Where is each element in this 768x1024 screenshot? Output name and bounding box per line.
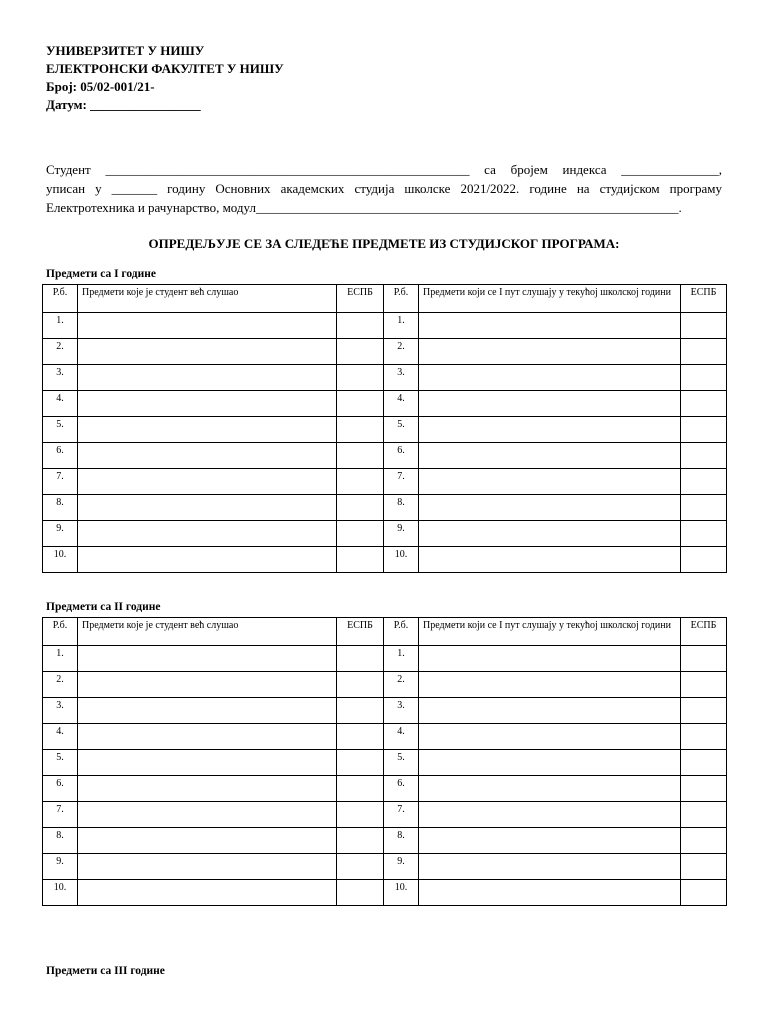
table-row (43, 880, 727, 906)
first-time-subject-cell[interactable] (419, 854, 681, 880)
declaration-word: са (484, 162, 496, 177)
row-number: 7. (43, 802, 78, 828)
row-number: 7. (384, 469, 419, 495)
row-number: 7. (43, 469, 78, 495)
ects-cell[interactable] (337, 547, 384, 573)
table-row (43, 646, 727, 672)
first-time-subject-cell[interactable] (419, 672, 681, 698)
column-header-number: Р.б. (384, 618, 419, 646)
ects-cell[interactable] (337, 802, 384, 828)
table-row (43, 854, 727, 880)
ects-cell[interactable] (681, 750, 727, 776)
table-row (43, 469, 727, 495)
ects-cell[interactable] (681, 339, 727, 365)
declaration-word: Основних (215, 181, 271, 196)
first-time-subject-cell[interactable] (419, 698, 681, 724)
ects-cell[interactable] (337, 854, 384, 880)
column-header-number: Р.б. (43, 285, 78, 313)
declaration-word: 2021/2022. (460, 181, 520, 196)
first-time-subject-cell[interactable] (419, 495, 681, 521)
module-line: Електротехника и рачунарство, модул_________________________________________________________________. (46, 200, 682, 215)
first-time-subject-cell[interactable] (419, 750, 681, 776)
ects-cell[interactable] (337, 828, 384, 854)
ects-cell[interactable] (337, 495, 384, 521)
row-number: 2. (43, 672, 78, 698)
column-header-number: Р.б. (43, 618, 78, 646)
attended-subject-cell[interactable] (78, 880, 337, 906)
declaration-word: бројем (510, 162, 548, 177)
row-number: 3. (43, 698, 78, 724)
ects-cell[interactable] (337, 521, 384, 547)
row-number: 3. (384, 365, 419, 391)
table-row (43, 802, 727, 828)
table-header-row (43, 285, 727, 313)
ects-cell[interactable] (681, 313, 727, 339)
declaration-word: студија (354, 181, 395, 196)
student-declaration (46, 160, 722, 217)
declaration-word: Студент (46, 162, 91, 177)
attended-subject-cell[interactable] (78, 495, 337, 521)
subjects-table-year-1 (42, 284, 727, 573)
declaration-word: на (576, 181, 590, 196)
document-header (46, 42, 284, 114)
attended-subject-cell[interactable] (78, 698, 337, 724)
ects-cell[interactable] (681, 854, 727, 880)
ects-cell[interactable] (337, 443, 384, 469)
ects-cell[interactable] (681, 391, 727, 417)
first-time-subject-cell[interactable] (419, 646, 681, 672)
row-number: 1. (43, 313, 78, 339)
ects-cell[interactable] (337, 646, 384, 672)
attended-subject-cell[interactable] (78, 313, 337, 339)
attended-subject-cell[interactable] (78, 391, 337, 417)
ects-cell[interactable] (681, 469, 727, 495)
table-header-row (43, 618, 727, 646)
row-number: 2. (384, 672, 419, 698)
row-number: 1. (384, 313, 419, 339)
row-number: 4. (384, 391, 419, 417)
row-number: 4. (43, 724, 78, 750)
document-date: Датум: _________________ (46, 97, 201, 112)
first-time-subject-cell[interactable] (419, 776, 681, 802)
table-row (43, 443, 727, 469)
student-name-blank: ________________________________________________________ (105, 162, 470, 177)
ects-cell[interactable] (337, 776, 384, 802)
ects-cell[interactable] (681, 547, 727, 573)
row-number: 6. (384, 443, 419, 469)
declaration-word: године (529, 181, 567, 196)
ects-cell[interactable] (681, 828, 727, 854)
attended-subject-cell[interactable] (78, 443, 337, 469)
column-header-attended-subjects: Предмети које је студент већ слушао (78, 285, 337, 313)
table-row (43, 313, 727, 339)
attended-subject-cell[interactable] (78, 469, 337, 495)
faculty-name: ЕЛЕКТРОНСКИ ФАКУЛТЕТ У НИШУ (46, 61, 284, 76)
ects-cell[interactable] (337, 724, 384, 750)
attended-subject-cell[interactable] (78, 802, 337, 828)
row-number: 8. (43, 828, 78, 854)
table-row (43, 365, 727, 391)
attended-subject-cell[interactable] (78, 521, 337, 547)
university-name: УНИВЕРЗИТЕТ У НИШУ (46, 43, 205, 58)
row-number: 10. (384, 880, 419, 906)
first-time-subject-cell[interactable] (419, 828, 681, 854)
table-row (43, 521, 727, 547)
declaration-line-3 (46, 198, 722, 217)
row-number: 6. (43, 776, 78, 802)
ects-cell[interactable] (681, 724, 727, 750)
row-number: 9. (43, 854, 78, 880)
row-number: 5. (384, 417, 419, 443)
attended-subject-cell[interactable] (78, 646, 337, 672)
column-header-ects: ЕСПБ (681, 618, 727, 646)
attended-subject-cell[interactable] (78, 339, 337, 365)
row-number: 8. (384, 828, 419, 854)
ects-cell[interactable] (681, 521, 727, 547)
table-row (43, 495, 727, 521)
row-number: 8. (384, 495, 419, 521)
column-header-first-time-subjects: Предмети који се I пут слушају у текућој школској години (419, 285, 681, 313)
declaration-word: годину (167, 181, 206, 196)
row-number: 5. (43, 417, 78, 443)
ects-cell[interactable] (337, 880, 384, 906)
section-title-year-3: Предмети са III године (46, 965, 165, 977)
index-number-blank: _______________, (621, 162, 722, 177)
row-number: 4. (43, 391, 78, 417)
attended-subject-cell[interactable] (78, 776, 337, 802)
ects-cell[interactable] (681, 443, 727, 469)
main-heading: ОПРЕДЕЉУЈЕ СЕ ЗА СЛЕДЕЋЕ ПРЕДМЕТЕ ИЗ СТУДИЈСКОГ ПРОГРАМА: (148, 236, 620, 251)
year-blank: _______ (111, 181, 158, 196)
table-row (43, 750, 727, 776)
table-row (43, 724, 727, 750)
attended-subject-cell[interactable] (78, 724, 337, 750)
table-row (43, 828, 727, 854)
row-number: 4. (384, 724, 419, 750)
ects-cell[interactable] (681, 802, 727, 828)
attended-subject-cell[interactable] (78, 417, 337, 443)
declaration-line-2 (46, 179, 722, 198)
table-row (43, 698, 727, 724)
declaration-word: у (95, 181, 102, 196)
declaration-word: студијском (599, 181, 660, 196)
declaration-word: индекса (562, 162, 607, 177)
ects-cell[interactable] (681, 365, 727, 391)
column-header-ects: ЕСПБ (337, 618, 384, 646)
row-number: 7. (384, 802, 419, 828)
section-title-year-1: Предмети са I године (46, 268, 156, 280)
first-time-subject-cell[interactable] (419, 313, 681, 339)
column-header-first-time-subjects: Предмети који се I пут слушају у текућој школској години (419, 618, 681, 646)
ects-cell[interactable] (681, 646, 727, 672)
subjects-table-year-2 (42, 617, 727, 906)
attended-subject-cell[interactable] (78, 547, 337, 573)
row-number: 1. (43, 646, 78, 672)
row-number: 9. (43, 521, 78, 547)
declaration-word: програму (669, 181, 722, 196)
ects-cell[interactable] (337, 750, 384, 776)
first-time-subject-cell[interactable] (419, 339, 681, 365)
attended-subject-cell[interactable] (78, 854, 337, 880)
attended-subject-cell[interactable] (78, 365, 337, 391)
ects-cell[interactable] (681, 776, 727, 802)
row-number: 1. (384, 646, 419, 672)
table-row (43, 776, 727, 802)
ects-cell[interactable] (681, 880, 727, 906)
table-row (43, 339, 727, 365)
ects-cell[interactable] (337, 672, 384, 698)
attended-subject-cell[interactable] (78, 672, 337, 698)
first-time-subject-cell[interactable] (419, 443, 681, 469)
table-row (43, 417, 727, 443)
column-header-ects: ЕСПБ (681, 285, 727, 313)
row-number: 5. (384, 750, 419, 776)
table-row (43, 391, 727, 417)
row-number: 9. (384, 521, 419, 547)
declaration-word: уписан (46, 181, 86, 196)
table-row (43, 672, 727, 698)
row-number: 6. (43, 443, 78, 469)
table-row (43, 547, 727, 573)
ects-cell[interactable] (681, 672, 727, 698)
first-time-subject-cell[interactable] (419, 391, 681, 417)
ects-cell[interactable] (681, 495, 727, 521)
first-time-subject-cell[interactable] (419, 521, 681, 547)
row-number: 6. (384, 776, 419, 802)
first-time-subject-cell[interactable] (419, 724, 681, 750)
ects-cell[interactable] (681, 698, 727, 724)
first-time-subject-cell[interactable] (419, 880, 681, 906)
column-header-number: Р.б. (384, 285, 419, 313)
attended-subject-cell[interactable] (78, 750, 337, 776)
row-number: 5. (43, 750, 78, 776)
row-number: 3. (384, 698, 419, 724)
ects-cell[interactable] (337, 339, 384, 365)
column-header-attended-subjects: Предмети које је студент већ слушао (78, 618, 337, 646)
ects-cell[interactable] (337, 365, 384, 391)
declaration-line-1 (46, 160, 722, 179)
row-number: 2. (384, 339, 419, 365)
row-number: 8. (43, 495, 78, 521)
declaration-word: академских (280, 181, 345, 196)
ects-cell[interactable] (337, 313, 384, 339)
declaration-word: школске (404, 181, 451, 196)
ects-cell[interactable] (337, 698, 384, 724)
row-number: 3. (43, 365, 78, 391)
ects-cell[interactable] (337, 469, 384, 495)
first-time-subject-cell[interactable] (419, 365, 681, 391)
row-number: 9. (384, 854, 419, 880)
first-time-subject-cell[interactable] (419, 547, 681, 573)
section-title-year-2: Предмети са II године (46, 601, 161, 613)
attended-subject-cell[interactable] (78, 828, 337, 854)
first-time-subject-cell[interactable] (419, 802, 681, 828)
row-number: 10. (43, 547, 78, 573)
row-number: 2. (43, 339, 78, 365)
ects-cell[interactable] (681, 417, 727, 443)
ects-cell[interactable] (337, 417, 384, 443)
row-number: 10. (43, 880, 78, 906)
first-time-subject-cell[interactable] (419, 469, 681, 495)
ects-cell[interactable] (337, 391, 384, 417)
first-time-subject-cell[interactable] (419, 417, 681, 443)
column-header-ects: ЕСПБ (337, 285, 384, 313)
row-number: 10. (384, 547, 419, 573)
document-number: Број: 05/02-001/21- (46, 79, 155, 94)
